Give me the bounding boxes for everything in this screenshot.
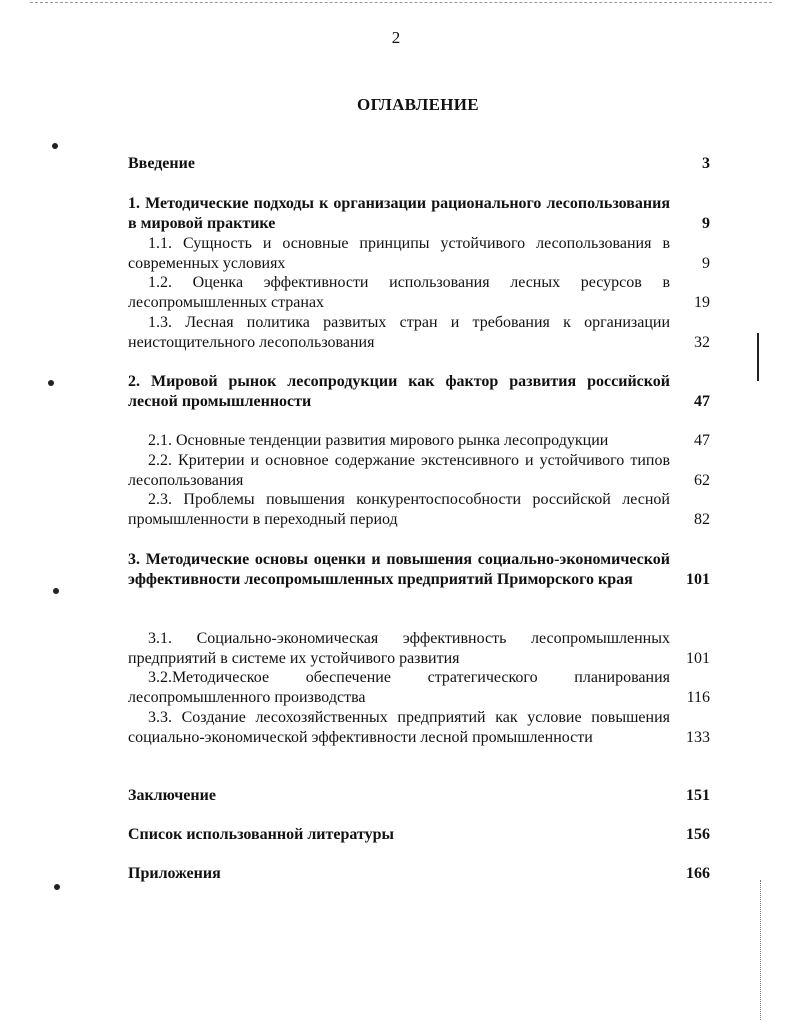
toc-entry-page: 166 xyxy=(686,865,710,882)
toc-entry-2-1 xyxy=(128,431,710,451)
page-number: 2 xyxy=(391,28,401,47)
binder-hole-mark xyxy=(48,380,54,386)
toc-entry-chapter-3 xyxy=(128,550,710,590)
toc-entry-1-2 xyxy=(128,273,710,313)
toc-entry-text: 2.2. Критерии и основное содержание экстенсивного и устойчивого типов лесопользования xyxy=(128,452,670,489)
toc-entry-page: 101 xyxy=(686,571,710,588)
toc-entry-text: Список использованной литературы xyxy=(128,826,394,843)
toc-entry-page: 47 xyxy=(694,432,710,449)
toc-entry-introduction xyxy=(128,154,710,174)
toc-entry-page: 19 xyxy=(694,294,710,311)
scan-edge-dots xyxy=(760,880,761,1020)
toc-entry-page: 156 xyxy=(686,826,710,843)
toc-entry-3-3 xyxy=(128,708,710,748)
toc-entry-3-1 xyxy=(128,629,710,669)
toc-entry-1-3 xyxy=(128,313,710,353)
toc-entry-2-2 xyxy=(128,451,710,491)
toc-entry-chapter-2 xyxy=(128,372,710,412)
toc-entry-references xyxy=(128,825,710,845)
toc-entry-page: 47 xyxy=(694,393,710,410)
toc-entry-text: 3.1. Социально-экономическая эффективность лесопромышленных предприятий в системе их устойчивого развития xyxy=(128,630,670,667)
toc-entry-text: 3.2.Методическое обеспечение стратегического планирования лесопромышленного производства xyxy=(128,669,670,706)
binder-hole-mark xyxy=(52,143,58,149)
toc-entry-text: 1. Методические подходы к организации рационального лесопользования в мировой практике xyxy=(128,195,670,232)
toc-entry-appendices xyxy=(128,864,710,884)
scan-edge-mark xyxy=(757,333,759,381)
toc-entry-page: 32 xyxy=(694,334,710,351)
toc-entry-chapter-1 xyxy=(128,194,710,234)
toc-entry-text: 1.1. Сущность и основные принципы устойчивого лесопользования в современных условиях xyxy=(128,235,670,272)
toc-entry-2-3 xyxy=(128,490,710,530)
toc-entry-text: 2.1. Основные тенденции развития мирового рынка лесопродукции xyxy=(148,432,609,449)
toc-entry-page: 151 xyxy=(686,787,710,804)
toc-entry-text: 3.3. Создание лесохозяйственных предприятий как условие повышения социально-экономической эффективности лесной промышленности xyxy=(128,709,670,746)
page-title: ОГЛАВЛЕНИЕ xyxy=(357,95,479,114)
toc-entry-page: 116 xyxy=(686,689,710,706)
toc-entry-text: 2. Мировой рынок лесопродукции как фактор развития российской лесной промышленности xyxy=(128,373,670,410)
toc-entry-page: 101 xyxy=(686,650,710,667)
toc-entry-page: 62 xyxy=(694,472,710,489)
toc-entry-text: Заключение xyxy=(128,787,216,804)
toc-entry-text: Приложения xyxy=(128,865,221,882)
toc-entry-page: 9 xyxy=(702,215,710,232)
toc-entry-page: 82 xyxy=(694,511,710,528)
toc-entry-text: 2.3. Проблемы повышения конкурентоспособности российской лесной промышленности в переходный период xyxy=(128,491,670,528)
toc-entry-page: 3 xyxy=(702,155,710,172)
toc-entry-page: 133 xyxy=(686,729,710,746)
toc-entry-text: 3. Методические основы оценки и повышения социально-экономической эффективности лесопромышленных предприятий Приморского края xyxy=(128,551,670,588)
toc-entry-1-1 xyxy=(128,234,710,274)
toc-entry-text: 1.3. Лесная политика развитых стран и требования к организации неистощительного лесопользования xyxy=(128,314,670,351)
binder-hole-mark xyxy=(53,588,59,594)
toc-entry-text: Введение xyxy=(128,155,195,172)
toc-entry-3-2 xyxy=(128,668,710,708)
binder-hole-mark xyxy=(54,884,60,890)
toc-entry-page: 9 xyxy=(702,255,710,272)
toc-entry-text: 1.2. Оценка эффективности использования лесных ресурсов в лесопромышленных странах xyxy=(128,274,670,311)
toc-entry-conclusion xyxy=(128,786,710,806)
scan-edge-line xyxy=(30,2,772,3)
